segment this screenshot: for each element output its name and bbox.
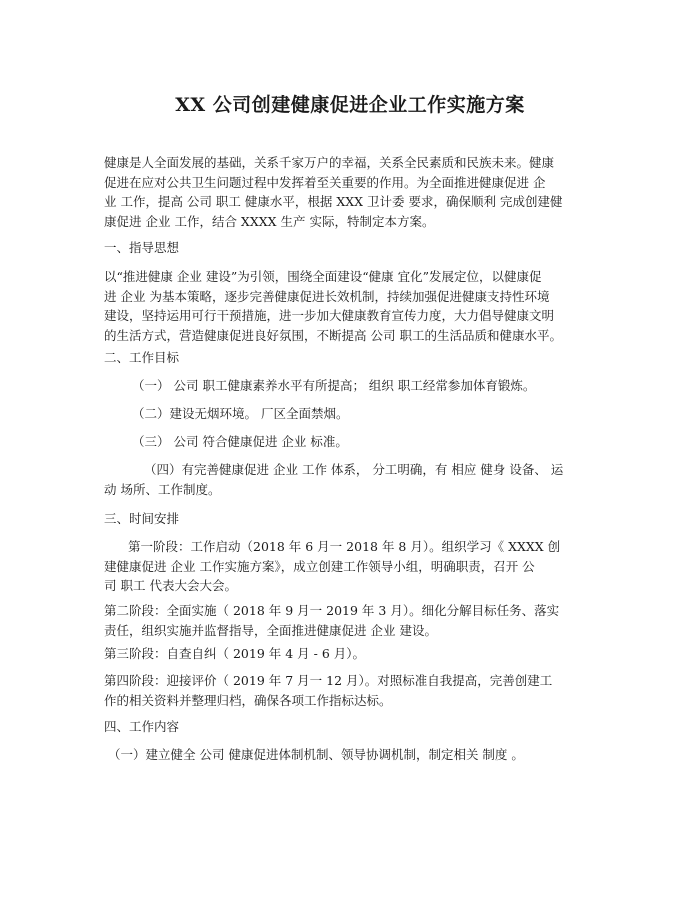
content-item-1: （一）建立健全 公司 健康促进体制机制、领导协调机制，制定相关 制度 。 bbox=[108, 747, 524, 762]
paragraph-line: 以“推进健康 企业 建设”为引领，围绕全面建设“健康 宜化”发展定位，以健康促 bbox=[104, 269, 542, 284]
intro-line: 健康是人全面发展的基础，关系千家万户的幸福，关系全民素质和民族未来。健康 bbox=[104, 155, 555, 170]
paragraph-line: （四）有完善健康促进 企业 工作 体系， 分工明确，有 相应 健身 设备、 运 bbox=[144, 462, 564, 477]
paragraph-line: 第四阶段：迎接评价（ 2019 年 7 月一 12 月）。对照标准自我提高，完善创建工 bbox=[104, 673, 553, 688]
intro-paragraph bbox=[104, 153, 604, 231]
paragraph-line: 责任，组织实施并监督指导，全面推进健康促进 企业 建设。 bbox=[104, 622, 437, 638]
section-heading-work-goals: 二、工作目标 bbox=[104, 350, 180, 365]
intro-line: 业 工作，提高 公司 职工 健康水平，根据 XXX 卫计委 要求，确保顺利 完成创建健 bbox=[104, 194, 563, 209]
intro-line: 康促进 企业 工作，结合 XXXX 生产 实际，特制定本方案。 bbox=[104, 213, 435, 229]
schedule-stage-1 bbox=[104, 537, 604, 596]
goal-item-1: （一） 公司 职工健康素养水平有所提高； 组织 职工经常参加体育锻炼。 bbox=[132, 378, 536, 393]
goal-item-2: （二）建设无烟环境。 厂区全面禁烟。 bbox=[132, 406, 349, 421]
section-heading-guiding-ideology: 一、指导思想 bbox=[104, 240, 180, 255]
paragraph-line: 作的相关资料并整理归档，确保各项工作指标达标。 bbox=[104, 692, 392, 708]
schedule-stage-2 bbox=[104, 601, 604, 640]
section-heading-work-content: 四、工作内容 bbox=[104, 719, 180, 734]
paragraph-line: 建设，坚持运用可行干预措施，进一步加大健康教育宣传力度，大力倡导健康文明 bbox=[104, 308, 555, 323]
goal-item-3: （三） 公司 符合健康促进 企业 标准。 bbox=[132, 434, 348, 449]
paragraph-line: 第一阶段：工作启动（2018 年 6 月一 2018 年 8 月）。组织学习《 XXXX 创 bbox=[128, 539, 561, 554]
paragraph-line: 第二阶段：全面实施（ 2018 年 9 月一 2019 年 3 月）。细化分解目标任务、落实 bbox=[104, 603, 560, 618]
paragraph-line: 的生活方式，营造健康促进良好氛围，不断提高 公司 职工的生活品质和健康水平。 bbox=[104, 327, 562, 343]
intro-line: 促进在应对公共卫生问题过程中发挥着至关重要的作用。为全面推进健康促进 企 bbox=[104, 174, 546, 190]
paragraph-line: 进 企业 为基本策略，逐步完善健康促进长效机制，持续加强促进健康支持性环境 bbox=[104, 288, 550, 304]
paragraph-line: 司 职工 代表大会大会。 bbox=[104, 578, 237, 593]
schedule-stage-3: 第三阶段：自查自纠（ 2019 年 4 月 - 6 月）。 bbox=[104, 646, 366, 661]
paragraph-line: 建健康促进 企业 工作实施方案》，成立创建工作领导小组，明确职责，召开 公 bbox=[104, 558, 535, 574]
paragraph-line: 动 场所、工作制度。 bbox=[104, 481, 221, 497]
goal-item-4 bbox=[104, 460, 604, 499]
document-title: XX 公司创建健康促进企业工作实施方案 bbox=[175, 94, 525, 116]
schedule-stage-4 bbox=[104, 671, 604, 710]
section-heading-schedule: 三、时间安排 bbox=[104, 511, 180, 526]
guiding-ideology-paragraph bbox=[104, 267, 604, 345]
